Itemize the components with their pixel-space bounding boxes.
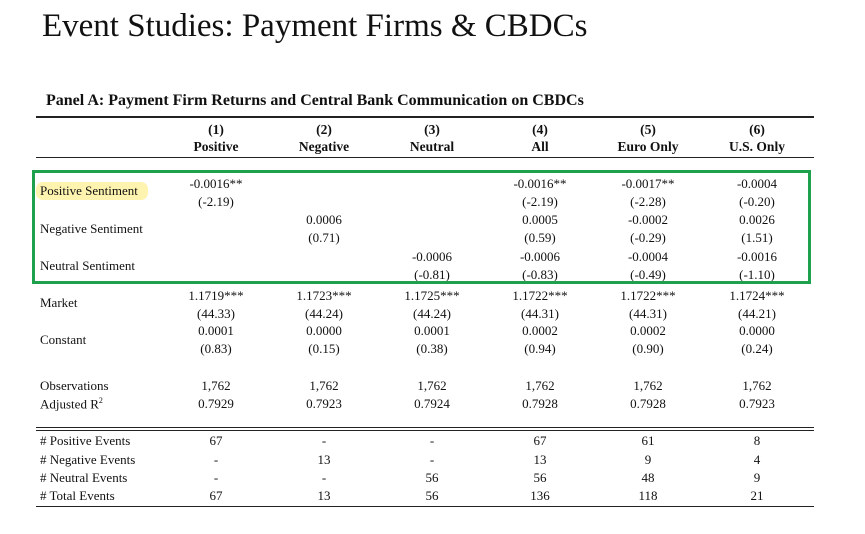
table-stats-rule-1 (36, 427, 814, 428)
coef-cell: -0.0016** (513, 176, 567, 191)
event-count-cell: 136 (530, 488, 550, 503)
t-stat-cell: (-1.10) (739, 267, 775, 282)
event-count-cell: 8 (753, 433, 761, 448)
coef-cell: 0.0026 (739, 212, 775, 227)
coef-cell: -0.0004 (627, 249, 669, 264)
row-label-negative-events: # Negative Events (40, 452, 136, 467)
event-count-cell: - (429, 433, 435, 448)
coef-cell: 0.0005 (522, 212, 558, 227)
t-stat-cell: (0.24) (741, 341, 773, 356)
coef-cell: 1.1724*** (729, 288, 785, 303)
adj-r2-cell: 0.7928 (630, 396, 666, 411)
t-stat-cell: (44.31) (629, 306, 667, 321)
event-count-cell: 9 (753, 470, 761, 485)
coef-cell: 0.0001 (198, 323, 234, 338)
event-count-cell: - (213, 470, 219, 485)
coef-cell: 0.0000 (739, 323, 775, 338)
t-stat-cell: (44.24) (413, 306, 451, 321)
event-count-cell: 56 (425, 470, 439, 485)
event-count-cell: - (321, 433, 327, 448)
event-count-cell: 13 (533, 452, 547, 467)
row-label-total-events: # Total Events (40, 488, 115, 503)
panel-title: Panel A: Payment Firm Returns and Central Bank Communication on CBDCs (46, 92, 584, 109)
t-stat-cell: (44.24) (305, 306, 343, 321)
t-stat-cell: (0.90) (632, 341, 664, 356)
coef-cell: -0.0017** (621, 176, 675, 191)
t-stat-cell: (-2.28) (630, 194, 666, 209)
t-stat-cell: (-0.81) (414, 267, 450, 282)
row-label-positive-sentiment: Positive Sentiment (40, 183, 138, 198)
observations-cell: 1,762 (309, 378, 339, 393)
table-stats-rule-2 (36, 430, 814, 431)
t-stat-cell: (-0.29) (630, 230, 666, 245)
event-count-cell: - (429, 452, 435, 467)
t-stat-cell: (-2.19) (522, 194, 558, 209)
t-stat-cell: (1.51) (741, 230, 773, 245)
column-header: Neutral (409, 139, 455, 154)
column-header: Euro Only (617, 139, 679, 154)
sentiment-rows-box (32, 170, 811, 284)
event-count-cell: 118 (638, 488, 658, 503)
t-stat-cell: (0.59) (524, 230, 556, 245)
row-label-constant: Constant (40, 332, 87, 347)
row-label-negative-sentiment: Negative Sentiment (40, 221, 143, 236)
observations-cell: 1,762 (201, 378, 231, 393)
t-stat-cell: (0.83) (200, 341, 232, 356)
event-count-cell: 4 (753, 452, 761, 467)
event-count-cell: - (321, 470, 327, 485)
coef-cell: 1.1723*** (296, 288, 352, 303)
observations-cell: 1,762 (417, 378, 447, 393)
row-label-neutral-sentiment: Neutral Sentiment (40, 258, 135, 273)
event-count-cell: 48 (641, 470, 655, 485)
t-stat-cell: (0.15) (308, 341, 340, 356)
coef-cell: 1.1725*** (404, 288, 460, 303)
t-stat-cell: (44.33) (197, 306, 235, 321)
event-count-cell: 56 (533, 470, 547, 485)
t-stat-cell: (0.38) (416, 341, 448, 356)
column-number: (5) (640, 122, 656, 137)
slide-title: Event Studies: Payment Firms & CBDCs (42, 8, 588, 44)
adj-r2-cell: 0.7923 (739, 396, 775, 411)
column-number: (3) (424, 122, 440, 137)
event-count-cell: 67 (209, 488, 223, 503)
coef-cell: 1.1719*** (188, 288, 244, 303)
coef-cell: -0.0002 (627, 212, 669, 227)
t-stat-cell: (44.31) (521, 306, 559, 321)
adj-r2-cell: 0.7928 (522, 396, 558, 411)
t-stat-cell: (-2.19) (198, 194, 234, 209)
column-header: U.S. Only (729, 139, 785, 154)
event-count-cell: 67 (533, 433, 547, 448)
coef-cell: -0.0006 (519, 249, 561, 264)
column-header: Negative (298, 139, 350, 154)
coef-cell: 0.0002 (522, 323, 558, 338)
row-label-positive-events: # Positive Events (40, 433, 131, 448)
t-stat-cell: (-0.49) (630, 267, 666, 282)
row-label-observations: Observations (40, 378, 109, 393)
event-count-cell: 56 (425, 488, 439, 503)
coef-cell: 0.0006 (306, 212, 342, 227)
row-label-neutral-events: # Neutral Events (40, 470, 128, 485)
coef-cell: -0.0016 (736, 249, 778, 264)
event-count-cell: 9 (644, 452, 652, 467)
adj-r2-cell: 0.7923 (306, 396, 342, 411)
coef-cell: -0.0004 (736, 176, 778, 191)
row-label-market: Market (40, 295, 78, 310)
event-count-cell: - (213, 452, 219, 467)
coef-cell: 1.1722*** (512, 288, 568, 303)
observations-cell: 1,762 (633, 378, 663, 393)
observations-cell: 1,762 (525, 378, 555, 393)
event-count-cell: 13 (317, 488, 331, 503)
coef-cell: -0.0006 (411, 249, 453, 264)
coef-cell: 0.0001 (414, 323, 450, 338)
event-count-cell: 13 (317, 452, 331, 467)
event-count-cell: 67 (209, 433, 223, 448)
table-bottom-rule (36, 506, 814, 507)
r2-superscript: 2 (98, 396, 103, 405)
adj-r2-cell: 0.7924 (414, 396, 450, 411)
t-stat-cell: (44.21) (738, 306, 776, 321)
event-count-cell: 21 (750, 488, 764, 503)
column-number: (2) (316, 122, 332, 137)
observations-cell: 1,762 (742, 378, 772, 393)
column-number: (4) (532, 122, 548, 137)
coef-cell: -0.0016** (189, 176, 243, 191)
t-stat-cell: (0.71) (308, 230, 340, 245)
table-top-rule (36, 116, 814, 118)
column-header: Positive (193, 139, 239, 154)
t-stat-cell: (-0.83) (522, 267, 558, 282)
column-number: (1) (208, 122, 224, 137)
coef-cell: 1.1722*** (620, 288, 676, 303)
row-label-adjusted-r2: Adjusted $R^2$ (40, 396, 103, 412)
table-header-rule (36, 157, 814, 158)
coef-cell: 0.0000 (306, 323, 342, 338)
t-stat-cell: (-0.20) (739, 194, 775, 209)
column-header: All (531, 139, 549, 154)
adj-r2-cell: 0.7929 (198, 396, 234, 411)
column-number: (6) (749, 122, 765, 137)
t-stat-cell: (0.94) (524, 341, 556, 356)
coef-cell: 0.0002 (630, 323, 666, 338)
event-count-cell: 61 (641, 433, 655, 448)
